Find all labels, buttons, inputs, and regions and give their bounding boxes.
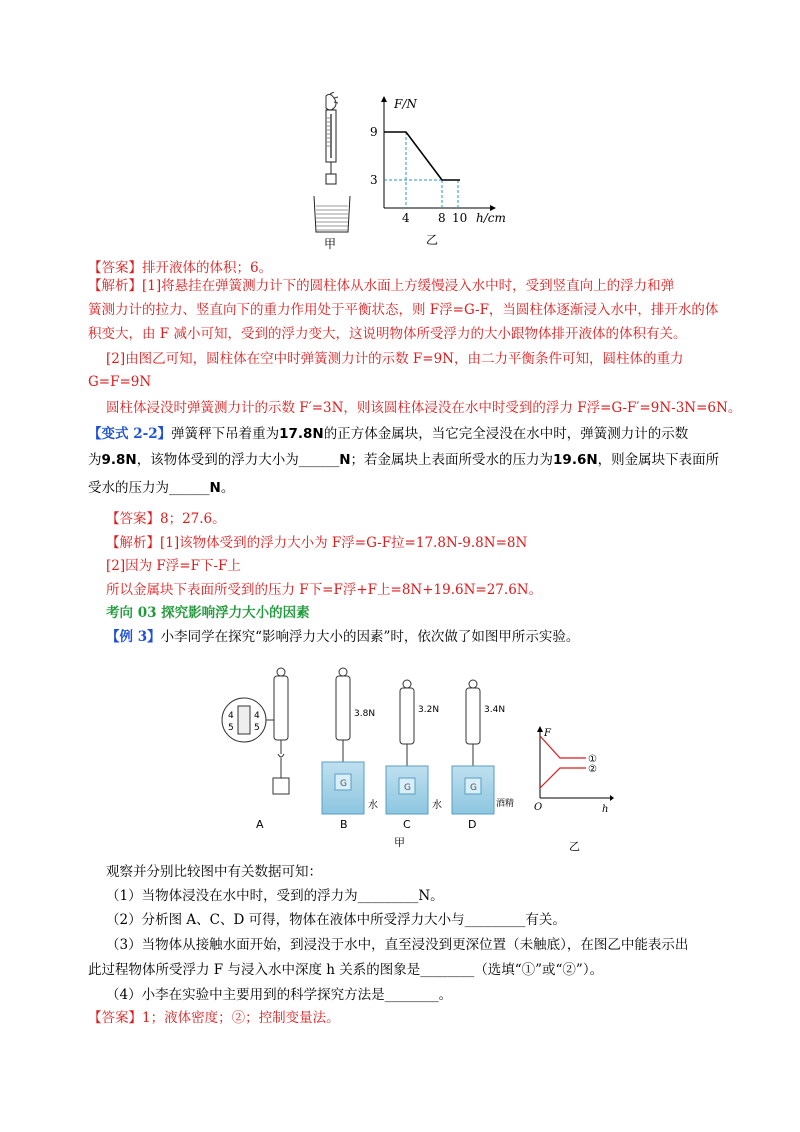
analysis-1-line-5: G=F=9N [88, 374, 152, 390]
spring-scale-icon [336, 676, 350, 740]
variant-text: 。 [220, 480, 235, 496]
setup-c [386, 680, 442, 831]
answer-tag: 【答案】 [88, 260, 142, 276]
x-axis-label: h/cm [476, 211, 506, 225]
block-g: G [404, 783, 411, 793]
scale-mark: 4 [228, 711, 234, 721]
analysis-2-line-1 [106, 533, 527, 553]
value-top-pressure: 19.6N [553, 452, 598, 468]
block-g: G [340, 779, 347, 789]
analysis-1-line-3: 积变大，由 F 减小可知，受到的浮力变大，这说明物体所受浮力的大小跟物体排开液体的体积有关。 [88, 326, 687, 342]
graph-yi [534, 726, 614, 815]
x-tick-4: 4 [402, 211, 410, 225]
variant-text: ，该物体受到的浮力大小为______ [136, 452, 340, 468]
figure2-label-jia: 甲 [394, 836, 405, 849]
answer-tag: 【答案】 [106, 511, 160, 527]
variant-line-1 [88, 424, 688, 444]
analysis-1-line-6: 圆柱体浸没时弹簧测力计的示数 F′=3N，则该圆柱体浸没在水中时受到的浮力 F浮=G-F′=9N-3N=6N。 [106, 400, 742, 416]
block-icon [273, 778, 289, 794]
figure-2 [214, 662, 614, 862]
analysis-1-line-1 [88, 276, 674, 296]
f-h-graph [381, 96, 496, 211]
liquid-label: 水 [432, 800, 442, 811]
liquid-label: 酒精 [496, 799, 515, 809]
value-weight: 17.8N [279, 426, 324, 442]
curve-2-label: ② [588, 764, 597, 775]
value-reading: 9.8N [101, 452, 137, 468]
question-intro: 观察并分别比较图中有关数据可知： [106, 864, 322, 880]
scale-mark: 4 [254, 711, 260, 721]
setup-a [222, 668, 289, 831]
unit-n: N [209, 480, 221, 496]
question-3-line-1: （3）当物体从接触水面开始，到浸没于水中，直至浸没到更深位置（未触底），在图乙中能表示出 [106, 937, 689, 953]
curve-1-line [540, 736, 586, 758]
spring-scale-icon [400, 688, 414, 744]
analysis-2-line-3: 所以金属块下表面所受到的压力 F下=F浮+F上=8N+19.6N=27.6N。 [106, 582, 543, 598]
variant-tag: 【变式 2-2】 [88, 426, 172, 442]
variant-text: 的正方体金属块，当它完全浸没在水中时，弹簧测力计的示数 [323, 426, 689, 442]
analysis-2-line-2: [2]因为 F浮=F下-F上 [106, 558, 241, 574]
curve-2-line [540, 768, 586, 788]
unit-n: N [339, 452, 351, 468]
section-heading: 考向 03 探究影响浮力大小的因素 [106, 605, 310, 621]
label-c: C [403, 818, 411, 831]
y-tick-3: 3 [370, 173, 378, 187]
figure-1 [300, 92, 520, 252]
label-a: A [256, 818, 264, 831]
answer-1 [88, 258, 272, 278]
spring-scale-icon [466, 688, 480, 744]
reading-d: 3.4N [484, 705, 506, 715]
answer-2 [106, 509, 226, 529]
curve-1-label: ① [588, 754, 597, 765]
analysis-text: [1]该物体受到的浮力大小为 F浮=G-F拉=17.8N-9.8N=8N [160, 535, 528, 551]
example-tag: 【例 3】 [106, 629, 161, 645]
variant-text: 弹簧秤下吊着重为 [171, 426, 280, 442]
spring-scale-icon [326, 110, 336, 184]
variant-text: ；若金属块上表面所受水的压力为 [350, 452, 554, 468]
scale-mark: 5 [254, 723, 260, 733]
analysis-1-line-2: 簧测力计的拉力、竖直向下的重力作用处于平衡状态，则 F浮=G-F，当圆柱体逐渐浸入水中，排开水的体 [88, 302, 719, 318]
hand-illustration [326, 92, 338, 110]
scale-mark: 5 [228, 723, 234, 733]
answer-3 [88, 1008, 340, 1028]
answer-tag: 【答案】 [88, 1010, 142, 1026]
block-g: G [470, 783, 477, 793]
example-3 [106, 627, 579, 647]
variant-text: 受水的压力为______ [88, 480, 210, 496]
analysis-tag: 【解析】 [88, 278, 142, 294]
analysis-1-line-4: [2]由图乙可知，圆柱体在空中时弹簧测力计的示数 F=9N，由二力平衡条件可知，圆柱体的重力 [106, 351, 684, 367]
example-text: 小李同学在探究“影响浮力大小的因素”时，依次做了如图甲所示实验。 [160, 629, 580, 645]
variant-line-3 [88, 478, 234, 498]
question-2: （2）分析图 A、C、D 可得，物体在液体中所受浮力大小与_________有关。 [106, 912, 566, 928]
variant-text: ，则金属块下表面所 [597, 452, 720, 468]
reading-b: 3.8N [354, 709, 376, 719]
reading-c: 3.2N [418, 705, 440, 715]
analysis-text: [1]将悬挂在弹簧测力计下的圆柱体从水面上方缓慢浸入水中时，受到竖直向上的浮力和弹 [142, 278, 675, 294]
question-4: （4）小李在实验中主要用到的科学探究方法是________。 [106, 987, 453, 1003]
answer-text: 1；液体密度；②；控制变量法。 [142, 1010, 340, 1026]
graph-y-label: F [544, 728, 551, 739]
variant-line-2 [88, 450, 719, 470]
x-tick-8: 8 [438, 211, 446, 225]
y-tick-9: 9 [370, 125, 378, 139]
force-depth-line [384, 132, 460, 180]
setup-b [322, 668, 378, 831]
figure1-label-yi: 乙 [426, 233, 439, 247]
liquid-label: 水 [368, 800, 378, 811]
answer-text: 排开液体的体积；6。 [142, 260, 273, 276]
variant-text: 为 [88, 452, 102, 468]
y-axis-label: F/N [394, 97, 417, 111]
label-d: D [468, 818, 477, 831]
analysis-tag: 【解析】 [106, 535, 160, 551]
figure2-label-yi: 乙 [569, 840, 580, 853]
question-3-line-2: 此过程物体所受浮力 F 与浸入水中深度 h 关系的图象是________（选填“①”或“②”）。 [88, 962, 604, 978]
x-tick-10: 10 [452, 211, 468, 225]
figure1-label-jia: 甲 [324, 237, 337, 251]
setup-d [452, 680, 514, 831]
question-1: （1）当物体浸没在水中时，受到的浮力为_________N。 [106, 888, 444, 904]
answer-text: 8；27.6。 [160, 511, 226, 527]
spring-scale-icon [274, 676, 288, 740]
graph-origin: O [534, 802, 543, 813]
graph-x-label: h [602, 804, 609, 815]
label-b: B [340, 818, 348, 831]
beaker-icon [314, 196, 350, 232]
